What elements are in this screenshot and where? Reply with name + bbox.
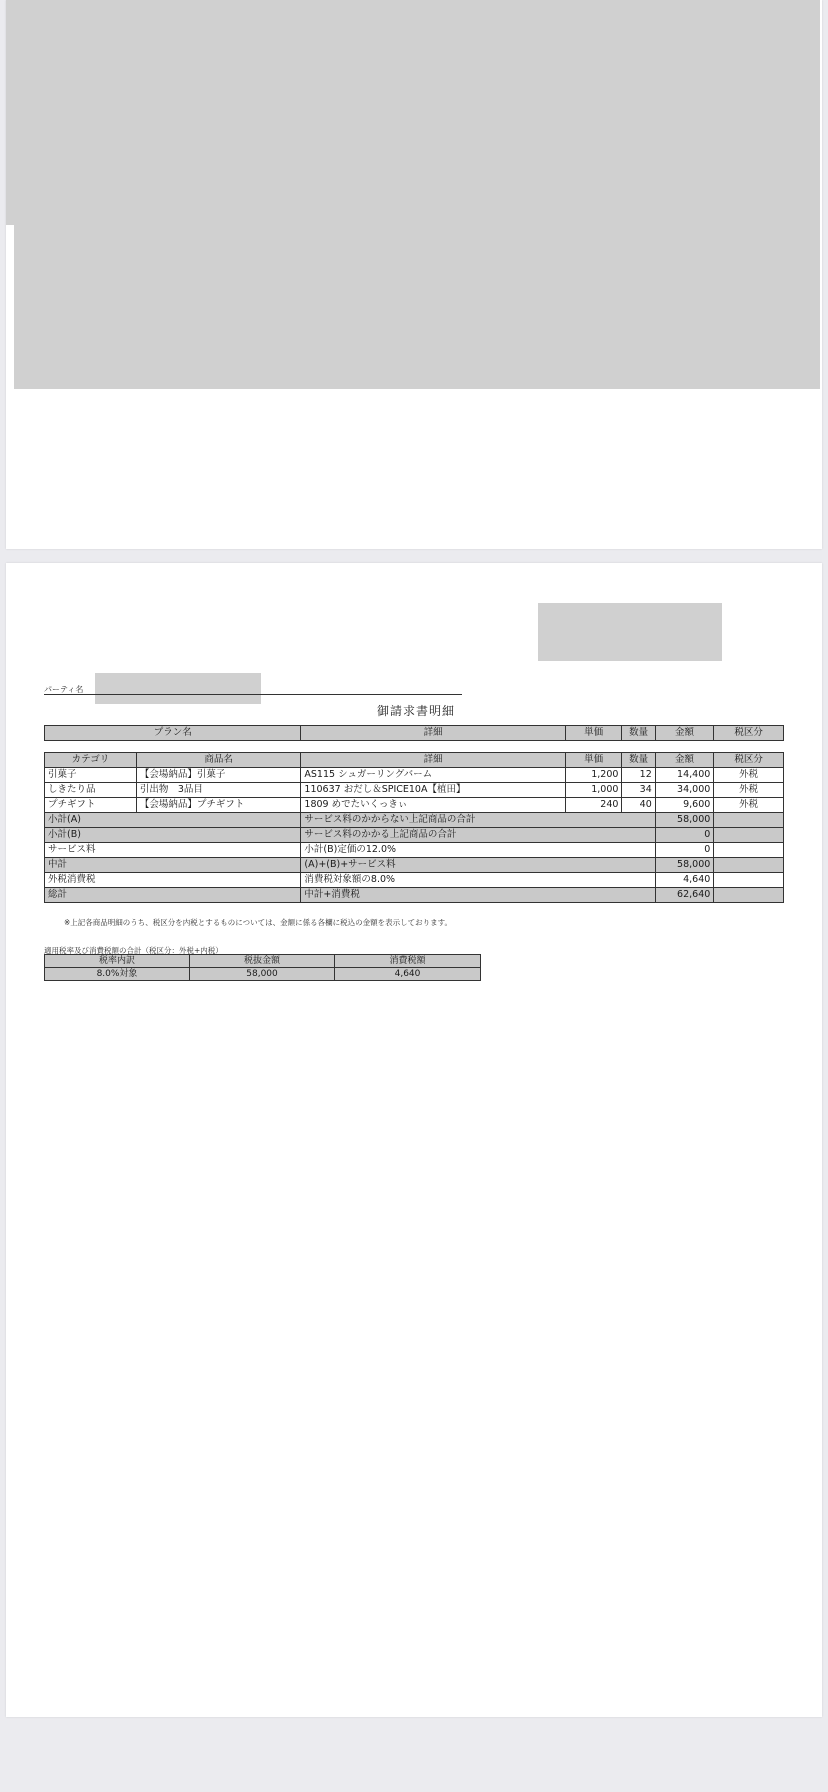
summary-amount: 58,000 (655, 858, 714, 873)
summary-label: 総計 (45, 888, 301, 903)
header-pretax-amount: 税抜金額 (190, 955, 335, 968)
document-title: 御請求書明細 (376, 704, 455, 718)
tax-class-cell: 外税 (714, 798, 784, 813)
table-row (45, 798, 784, 813)
tax-class-cell: 外税 (714, 768, 784, 783)
detail-cell: 110637 おだし＆SPICE10A【植田】 (301, 783, 566, 798)
summary-description: 消費税対象額の8.0% (301, 873, 655, 888)
summary-empty-cell (714, 873, 784, 888)
redacted-block (538, 603, 722, 661)
summary-label: サービス料 (45, 843, 301, 858)
header-unit-price: 単価 (565, 726, 622, 741)
tax-summary-header-row (45, 955, 481, 968)
header-quantity: 数量 (622, 726, 655, 741)
detail-cell: 1809 めでたいくっきぃ (301, 798, 566, 813)
product-cell: 【会場納品】プチギフト (136, 798, 301, 813)
summary-amount: 0 (655, 828, 714, 843)
category-cell: しきたり品 (45, 783, 137, 798)
summary-description: 中計+消費税 (301, 888, 655, 903)
plan-table (44, 725, 784, 741)
midtotal-row (45, 858, 784, 873)
tax-class-cell: 外税 (714, 783, 784, 798)
quantity-cell: 12 (622, 768, 655, 783)
summary-empty-cell (714, 813, 784, 828)
tax-summary-caption: 適用税率及び消費税額の合計（税区分：外税+内税） (44, 946, 223, 955)
category-cell: プチギフト (45, 798, 137, 813)
tax-note: ※上記各商品明細のうち、税区分を内税とするものについては、金額に係る各欄に税込の金額を表示しております。 (64, 918, 453, 927)
tax-summary-row (45, 968, 481, 981)
header-tax-amount: 消費税額 (335, 955, 481, 968)
amount-cell: 9,600 (655, 798, 714, 813)
page-2 (6, 563, 822, 1717)
amount-cell: 14,400 (655, 768, 714, 783)
summary-label: 小計(A) (45, 813, 301, 828)
header-amount: 金額 (655, 753, 714, 768)
service-charge-row (45, 843, 784, 858)
header-category: カテゴリ (45, 753, 137, 768)
unit-price-cell: 240 (565, 798, 622, 813)
summary-amount: 4,640 (655, 873, 714, 888)
pretax-amount-cell: 58,000 (190, 968, 335, 981)
summary-amount: 0 (655, 843, 714, 858)
tax-rate-cell: 8.0%対象 (45, 968, 190, 981)
header-product-name: 商品名 (136, 753, 301, 768)
header-plan-name: プラン名 (45, 726, 301, 741)
category-cell: 引菓子 (45, 768, 137, 783)
tax-summary-table (44, 954, 481, 981)
detail-header-row (45, 753, 784, 768)
subtotal-b-row (45, 828, 784, 843)
header-detail: 詳細 (301, 726, 566, 741)
subtotal-a-row (45, 813, 784, 828)
summary-empty-cell (714, 858, 784, 873)
summary-amount: 58,000 (655, 813, 714, 828)
header-tax-rate: 税率内訳 (45, 955, 190, 968)
summary-amount: 62,640 (655, 888, 714, 903)
header-amount: 金額 (655, 726, 714, 741)
header-quantity: 数量 (622, 753, 655, 768)
quantity-cell: 40 (622, 798, 655, 813)
tax-amount-cell: 4,640 (335, 968, 481, 981)
consumption-tax-row (45, 873, 784, 888)
summary-label: 外税消費税 (45, 873, 301, 888)
party-name-underline (44, 694, 462, 695)
summary-empty-cell (714, 828, 784, 843)
table-row (45, 783, 784, 798)
page-1 (6, 0, 822, 549)
summary-empty-cell (714, 888, 784, 903)
summary-description: 小計(B)定価の12.0% (301, 843, 655, 858)
header-tax-class: 税区分 (714, 726, 784, 741)
redacted-block (6, 0, 820, 225)
summary-label: 中計 (45, 858, 301, 873)
quantity-cell: 34 (622, 783, 655, 798)
header-tax-class: 税区分 (714, 753, 784, 768)
unit-price-cell: 1,000 (565, 783, 622, 798)
summary-description: サービス料のかかる上記商品の合計 (301, 828, 655, 843)
amount-cell: 34,000 (655, 783, 714, 798)
product-cell: 【会場納品】引菓子 (136, 768, 301, 783)
summary-label: 小計(B) (45, 828, 301, 843)
detail-table (44, 752, 784, 903)
plan-header-row (45, 726, 784, 741)
header-unit-price: 単価 (565, 753, 622, 768)
party-name-label: パーティ名 (44, 685, 84, 694)
summary-description: (A)+(B)+サービス料 (301, 858, 655, 873)
grand-total-row (45, 888, 784, 903)
unit-price-cell: 1,200 (565, 768, 622, 783)
redacted-party-name (95, 673, 261, 704)
redacted-block (14, 225, 820, 389)
summary-description: サービス料のかからない上記商品の合計 (301, 813, 655, 828)
product-cell: 引出物 3品目 (136, 783, 301, 798)
detail-cell: AS115 シュガーリングバーム (301, 768, 566, 783)
table-row (45, 768, 784, 783)
header-detail: 詳細 (301, 753, 566, 768)
summary-empty-cell (714, 843, 784, 858)
